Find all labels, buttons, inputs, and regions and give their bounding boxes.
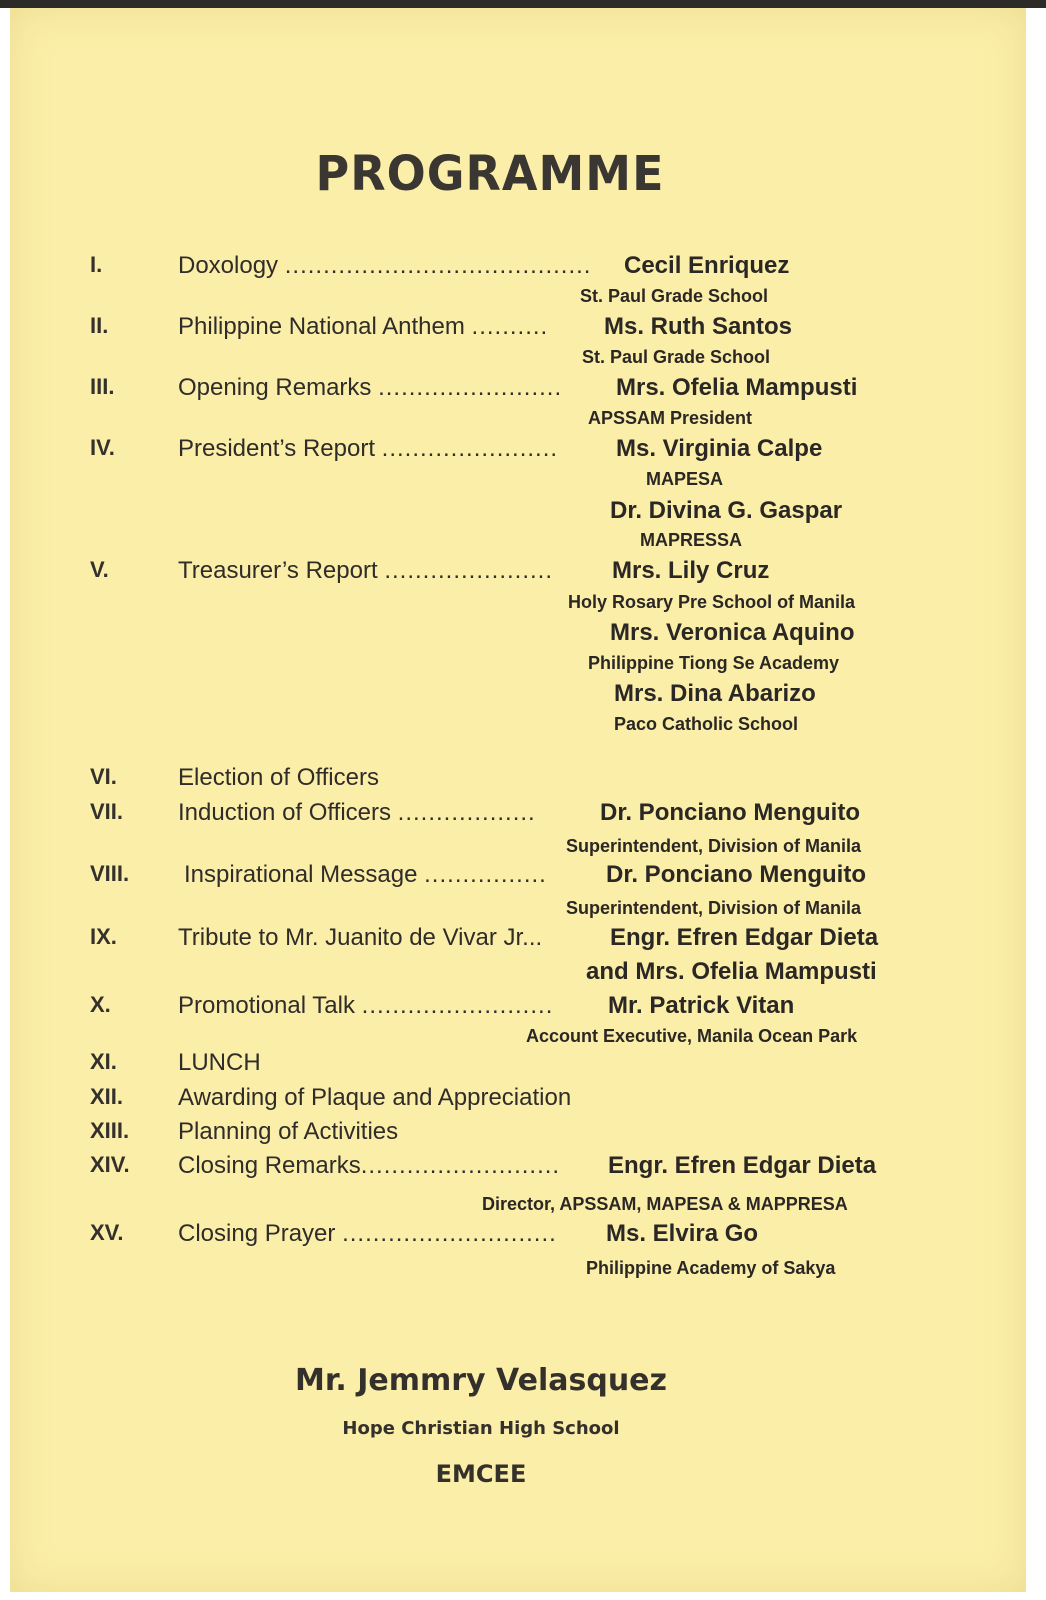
- item-number: I.: [90, 252, 103, 277]
- item-title: Opening Remarks ........................: [178, 374, 563, 401]
- item-title: Closing Prayer ............................: [178, 1220, 557, 1247]
- page-title: PROGRAMME: [315, 144, 665, 202]
- item-number: XV.: [90, 1220, 124, 1245]
- item-person: Dr. Ponciano Menguito: [606, 861, 867, 888]
- item-affiliation: Paco Catholic School: [614, 714, 799, 734]
- item-person: and Mrs. Ofelia Mampusti: [586, 958, 877, 985]
- programme-item: [10, 1152, 1026, 1186]
- item-person: Ms. Elvira Go: [606, 1220, 759, 1247]
- item-number: V.: [90, 557, 109, 582]
- item-title: LUNCH: [178, 1049, 261, 1076]
- item-person: Mrs. Lily Cruz: [612, 557, 770, 584]
- item-person: Mrs. Dina Abarizo: [614, 680, 816, 707]
- item-title: Treasurer’s Report ......................: [178, 557, 554, 584]
- item-number: VIII.: [90, 861, 130, 886]
- item-affiliation: St. Paul Grade School: [582, 347, 771, 367]
- item-number: XII.: [90, 1084, 124, 1109]
- item-number: III.: [90, 374, 115, 399]
- item-affiliation: Holy Rosary Pre School of Manila: [568, 592, 856, 612]
- item-affiliation: Philippine Tiong Se Academy: [588, 653, 840, 673]
- item-title: Doxology ........................................: [178, 252, 592, 279]
- item-number: XIV.: [90, 1152, 130, 1177]
- emcee-name: Mr. Jemmry Velasquez: [295, 1363, 667, 1398]
- item-person: Engr. Efren Edgar Dieta: [608, 1152, 877, 1179]
- item-title: President’s Report .......................: [178, 435, 559, 462]
- programme-item: [10, 374, 1026, 408]
- item-person: Ms. Ruth Santos: [604, 313, 793, 340]
- item-person: Ms. Virginia Calpe: [616, 435, 823, 462]
- item-number: IV.: [90, 435, 115, 460]
- item-affiliation: Account Executive, Manila Ocean Park: [526, 1026, 858, 1046]
- item-person: Mrs. Ofelia Mampusti: [616, 374, 858, 401]
- item-person: Cecil Enriquez: [624, 252, 790, 279]
- item-affiliation: Director, APSSAM, MAPESA & MAPPRESA: [482, 1194, 848, 1214]
- item-affiliation: MAPRESSA: [640, 530, 743, 550]
- programme-item: [10, 992, 1026, 1026]
- item-title: Philippine National Anthem ..........: [178, 313, 549, 340]
- item-affiliation: MAPESA: [646, 469, 724, 489]
- item-title: Awarding of Plaque and Appreciation: [178, 1084, 572, 1111]
- item-person: Dr. Divina G. Gaspar: [610, 497, 843, 524]
- programme-item: [10, 799, 1026, 833]
- programme-item: [10, 1049, 1026, 1083]
- item-title: Tribute to Mr. Juanito de Vivar Jr...: [178, 924, 543, 951]
- programme-item: [10, 764, 1026, 798]
- item-number: II.: [90, 313, 109, 338]
- emcee-role: EMCEE: [435, 1460, 527, 1488]
- programme-item: [10, 252, 1026, 286]
- item-affiliation: Superintendent, Division of Manila: [566, 836, 862, 856]
- programme-item: [10, 313, 1026, 347]
- item-number: XIII.: [90, 1118, 130, 1143]
- item-title: Promotional Talk .........................: [178, 992, 554, 1019]
- programme-item: [10, 435, 1026, 469]
- programme-item: [10, 557, 1026, 591]
- programme-item: [10, 924, 1026, 958]
- item-title: Induction of Officers ..................: [178, 799, 536, 826]
- programme-sheet: [10, 8, 1026, 1592]
- item-title: Planning of Activities: [178, 1118, 399, 1145]
- item-affiliation: Superintendent, Division of Manila: [566, 898, 862, 918]
- programme-item: [10, 861, 1026, 895]
- item-title: Election of Officers: [178, 764, 379, 791]
- item-person: Dr. Ponciano Menguito: [600, 799, 861, 826]
- programme-item: [10, 1084, 1026, 1118]
- item-affiliation: Philippine Academy of Sakya: [586, 1258, 836, 1278]
- item-number: IX.: [90, 924, 117, 949]
- emcee-school: Hope Christian High School: [342, 1418, 620, 1439]
- item-number: VI.: [90, 764, 117, 789]
- item-affiliation: APSSAM President: [588, 408, 753, 428]
- item-number: X.: [90, 992, 111, 1017]
- item-person: Mrs. Veronica Aquino: [610, 619, 855, 646]
- item-number: XI.: [90, 1049, 117, 1074]
- item-affiliation: St. Paul Grade School: [580, 286, 769, 306]
- programme-item: [10, 1220, 1026, 1254]
- item-title: Inspirational Message ................: [184, 861, 547, 888]
- item-person: Mr. Patrick Vitan: [608, 992, 795, 1019]
- item-person: Engr. Efren Edgar Dieta: [610, 924, 879, 951]
- programme-item: [10, 1118, 1026, 1152]
- scan-top-edge: [0, 0, 1046, 8]
- item-number: VII.: [90, 799, 124, 824]
- item-title: Closing Remarks..........................: [178, 1152, 561, 1179]
